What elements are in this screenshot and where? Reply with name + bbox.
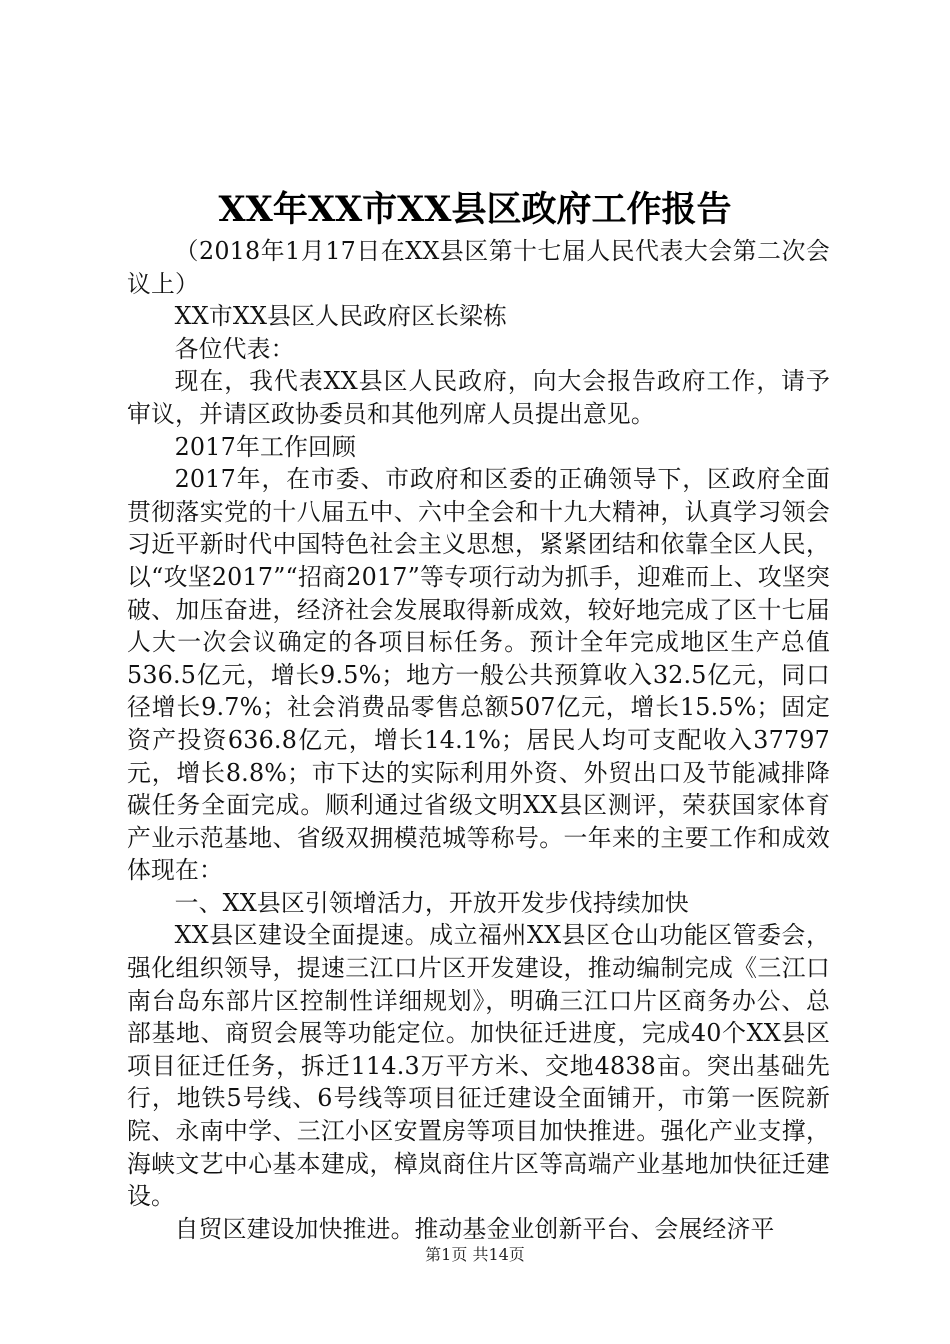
review-paragraph: 2017年，在市委、市政府和区委的正确领导下，区政府全面贯彻落实党的十八届五中、六中全会和十九大精神，认真学习领会习近平新时代中国特色社会主义思想，紧紧团结和依靠全区人民，以“攻坚2017”“招商2017”等专项行动为抓手，迎难而上、攻坚突破、加压奋进，经济社会发展取得新成效，较好地完成了区十七届人大一次会议确定的各项目标任务。预计全年完成地区生产总值536.5亿元，增长9.5%；地方一般公共预算收入32.5亿元，同口径增长9.7%；社会消费品零售总额507亿元，增长15.5%；固定资产投资636.8亿元，增长14.1%；居民人均可支配收入37797元，增长8.8%；市下达的实际利用外资、外贸出口及节能减排降碳任务全面完成。顺利通过省级文明XX县区测评，荣获国家体育产业示范基地、省级双拥模范城等称号。一年来的主要工作和成效体现在： [127, 465, 830, 885]
section-heading: 2017年工作回顾 [174, 432, 356, 461]
salutation-paragraph: 各位代表： [174, 334, 295, 363]
body-paragraph: XX县区建设全面提速。成立福州XX县区仓山功能区管委会，强化组织领导，提速三江口片区开发建设，推动编制完成《三江口南台岛东部片区控制性详细规划》，明确三江口片区商务办公、总部基地、商贸会展等功能定位。加快征迁进度，完成40个XX县区项目征迁任务，拆迁114.3万平方米、交地4838亩。突出基础先行，地铁5号线、6号线等项目征迁建设全面铺开，市第一医院新院、永南中学、三江小区安置房等项目加快推进。强化产业支撑，海峡文艺中心基本建成，樟岚商住片区等高端产业基地加快征迁建设。 [127, 921, 830, 1211]
document-body [127, 235, 830, 1245]
page-number-footer: 第1页 共14页 [425, 1245, 525, 1264]
opening-paragraph: 现在，我代表XX县区人民政府，向大会报告政府工作，请予审议，并请区政协委员和其他列席人员提出意见。 [127, 367, 830, 428]
subsection-heading: 一、XX县区引领增活力，开放开发步伐持续加快 [174, 888, 689, 917]
document-title: XX年XX市XX县区政府工作报告 [218, 189, 732, 230]
body-paragraph: 自贸区建设加快推进。推动基金业创新平台、会展经济平 [174, 1214, 775, 1243]
speaker-paragraph: XX市XX县区人民政府区长梁栋 [174, 302, 508, 331]
meeting-info-paragraph: （2018年1月17日在XX县区第十七届人民代表大会第二次会议上） [127, 237, 830, 298]
